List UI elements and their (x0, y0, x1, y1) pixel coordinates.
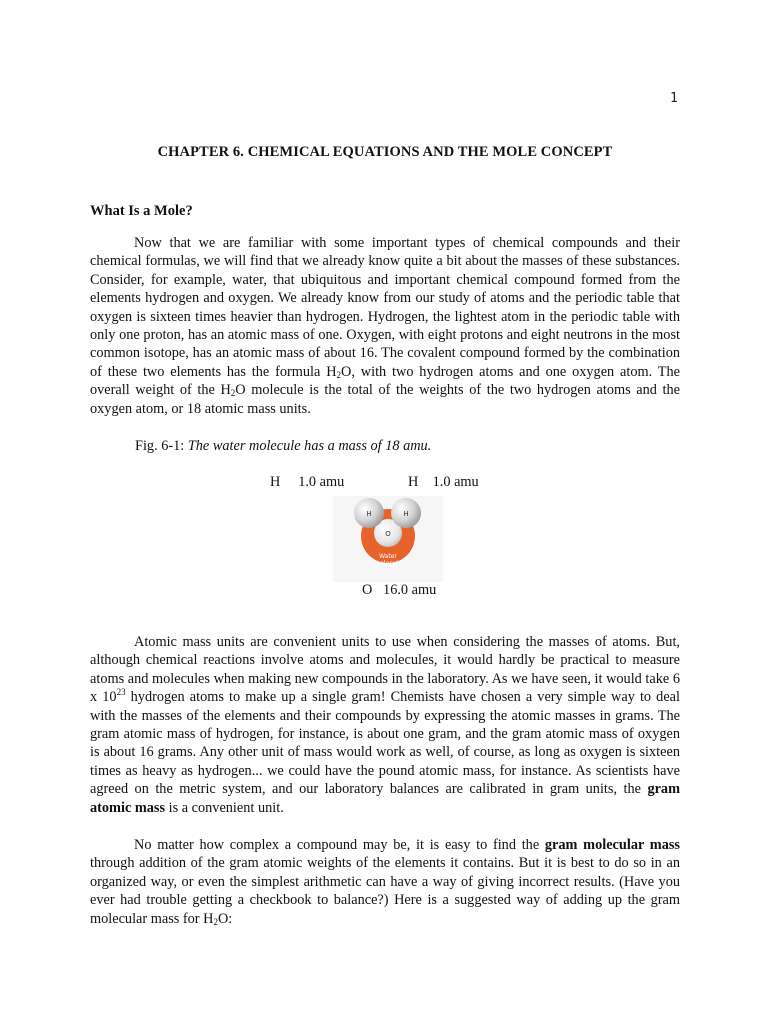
hydrogen-mass-label-right: H 1.0 amu (408, 474, 479, 490)
water-molecule-illustration (333, 496, 443, 582)
molecule-caption-line1: Water (379, 553, 397, 560)
paragraph-molecular-mass: No matter how complex a compound may be, it is easy to find the gram molecular mass through addition of the gram atomic weights of the elements it contains. But it is best to do so in an organized way, or even the simplest arithmetic can have a way of giving incorrect results. (Have you ever had trouble getting a checkbook to balance?) Here is a suggested way of adding up the gram molecular mass for $H_2O$: (90, 837, 680, 927)
oxygen-mass-label: O 16.0 amu (362, 582, 437, 598)
molecule-caption-line2: molecule (374, 560, 402, 567)
paragraph-atomic-mass: Atomic mass units are convenient units to use when considering the masses of atoms. But, although chemical reactions involve atoms and molecules, it would hardly be practical to measure atoms and molecules when making new compounds in the laboratory. As we have seen, it would take 6 x $10^{23}$ hydrogen atoms to make up a single gram! Chemists have chosen a very simple way to deal with the masses of the elements and their compounds by expressing the atomic masses in grams. The gram atomic mass of hydrogen, for instance, is about one gram, and the gram atomic mass of oxygen is about 16 grams. Any other unit of mass would work as well, of course, as long as oxygen is sixteen times as heavy as hydrogen... we could have the pound atomic mass, for instance. As scientists have agreed on the metric system, and our laboratory balances are calibrated in gram units, the gram atomic mass is a convenient unit. (90, 634, 680, 816)
figure-caption: Fig. 6-1: The water molecule has a mass of 18 amu. (135, 438, 432, 454)
water-molecule-graphic (333, 496, 443, 582)
paragraph-intro: Now that we are familiar with some important types of chemical compounds and their chemical formulas, we will find that we already know quite a bit about the masses of these substances. Consider, for example, water, that ubiquitous and important chemical compound formed from the elements hydrogen and oxygen. We already know from our study of atoms and the periodic table that oxygen is sixteen times heavier than hydrogen. Hydrogen, the lightest atom in the periodic table with only one proton, has an atomic mass of one. Oxygen, with eight protons and eight neutrons in the most common isotope, has an atomic mass of about 16. The covalent compound formed by the combination of these two elements has the formula $H_2O$, with two hydrogen atoms and one oxygen atom. The overall weight of the $H_2O$ molecule is the total of the weights of the two hydrogen atoms and the oxygen atom, or 18 atomic mass units. (90, 235, 680, 417)
oxygen-atom-label: O (385, 530, 391, 538)
hydrogen-atom-left-label: H (366, 510, 372, 518)
page-number: 1 (670, 91, 678, 106)
hydrogen-atom-right-label: H (403, 510, 409, 518)
hydrogen-mass-label-left: H 1.0 amu (270, 474, 345, 490)
chapter-title: CHAPTER 6. CHEMICAL EQUATIONS AND THE MOLE CONCEPT (157, 144, 613, 160)
section-heading: What Is a Mole? (90, 203, 193, 219)
